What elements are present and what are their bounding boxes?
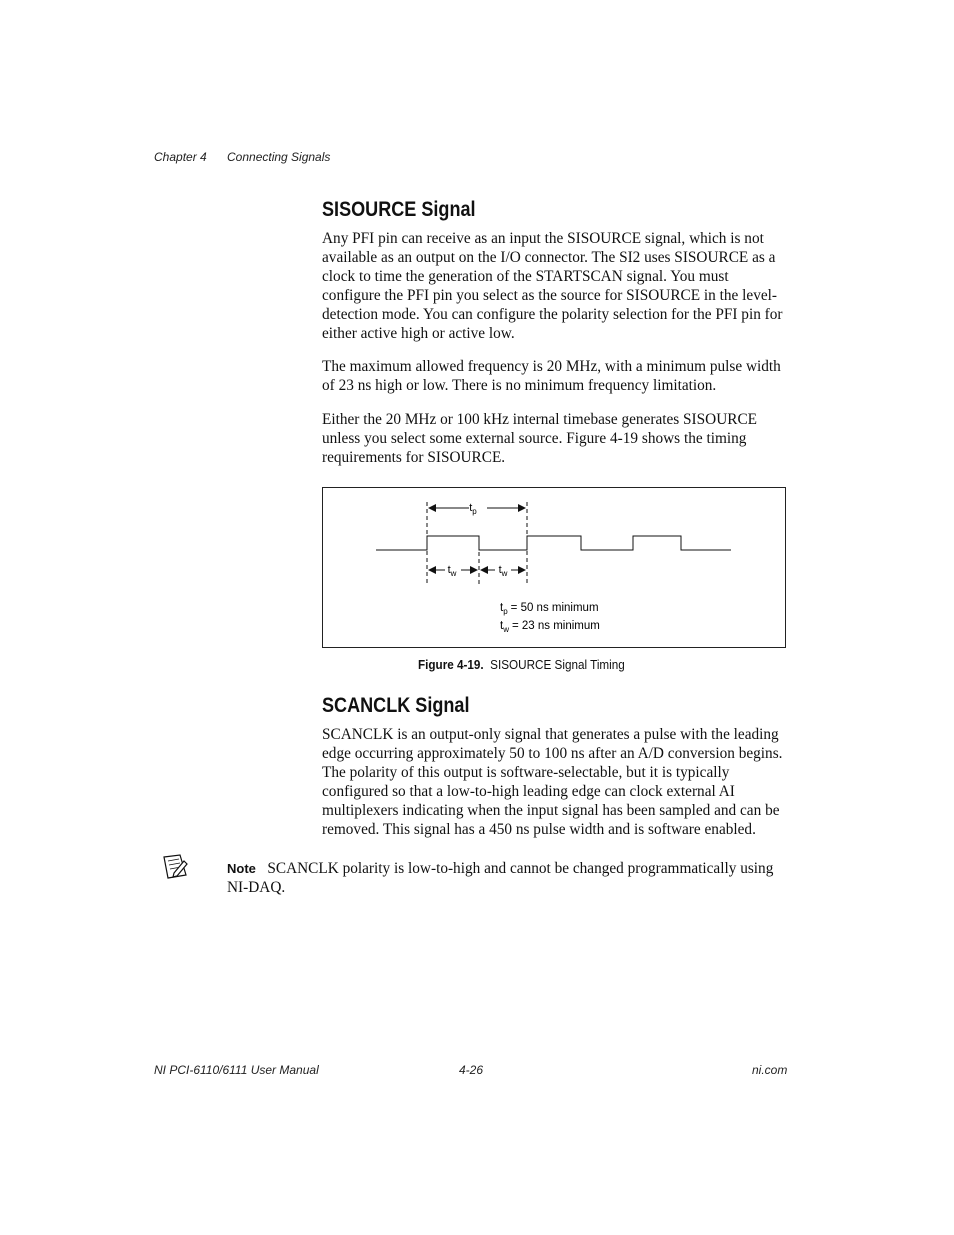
- note-label: Note: [227, 861, 256, 876]
- footer-manual: NI PCI-6110/6111 User Manual: [154, 1063, 319, 1077]
- tw1-label: $t_w$: [447, 564, 457, 578]
- header-chapter: Chapter 4: [154, 150, 207, 164]
- figure-caption: [418, 657, 625, 672]
- figure-caption-text: SISOURCE Signal Timing: [490, 657, 625, 672]
- tp-label: $t_p$: [469, 502, 477, 516]
- scanclk-paragraph-1: SCANCLK is an output-only signal that generates a pulse with the leading edge occurring approximately 50 to 100 ns after an A/D conversion begins. The polarity of this output is software-selectable, but it is typically configured so that a low-to-high leading edge can clock external AI multiplexers indicating when the input signal has been sampled and can be removed. This signal has a 450 ns pulse width and is software enabled.: [322, 726, 783, 838]
- footer-site: ni.com: [752, 1063, 788, 1077]
- sisource-waveform: [376, 536, 731, 550]
- note-pencil-icon: [162, 853, 190, 881]
- sisource-paragraph-2: The maximum allowed frequency is 20 MHz, with a minimum pulse width of 23 ns high or low. There is no minimum frequency limitation.: [322, 358, 781, 394]
- sisource-paragraph-3: Either the 20 MHz or 100 kHz internal timebase generates SISOURCE unless you select some external source. Figure 4-19 shows the timing requirements for SISOURCE.: [322, 411, 758, 466]
- footer-page-number: 4-26: [459, 1063, 484, 1077]
- figure-label: Figure 4-19.: [418, 657, 484, 672]
- note-block: [227, 860, 787, 898]
- section-title-sisource: SISOURCE Signal: [322, 198, 476, 221]
- timing-diagram: [323, 488, 785, 647]
- note-text: SCANCLK polarity is low-to-high and cannot be changed programmatically using NI-DAQ.: [227, 860, 774, 896]
- tw2-label: $t_w$: [498, 564, 508, 578]
- section-title-scanclk: SCANCLK Signal: [322, 694, 470, 717]
- legend-tw: $t_w = 23$ ns minimum: [500, 620, 600, 634]
- timing-figure: [322, 487, 786, 648]
- legend-tp: $t_p = 50$ ns minimum: [500, 602, 599, 616]
- sisource-paragraph-1: Any PFI pin can receive as an input the SISOURCE signal, which is not available as an output on the I/O connector. The SI2 uses SISOURCE as a clock to time the generation of the STARTSCAN signal. You must configure the PFI pin you select as the source for SISOURCE in the level-detection mode. You can configure the polarity selection for the PFI pin for either active high or active low.: [322, 230, 783, 342]
- header-title: Connecting Signals: [227, 150, 331, 164]
